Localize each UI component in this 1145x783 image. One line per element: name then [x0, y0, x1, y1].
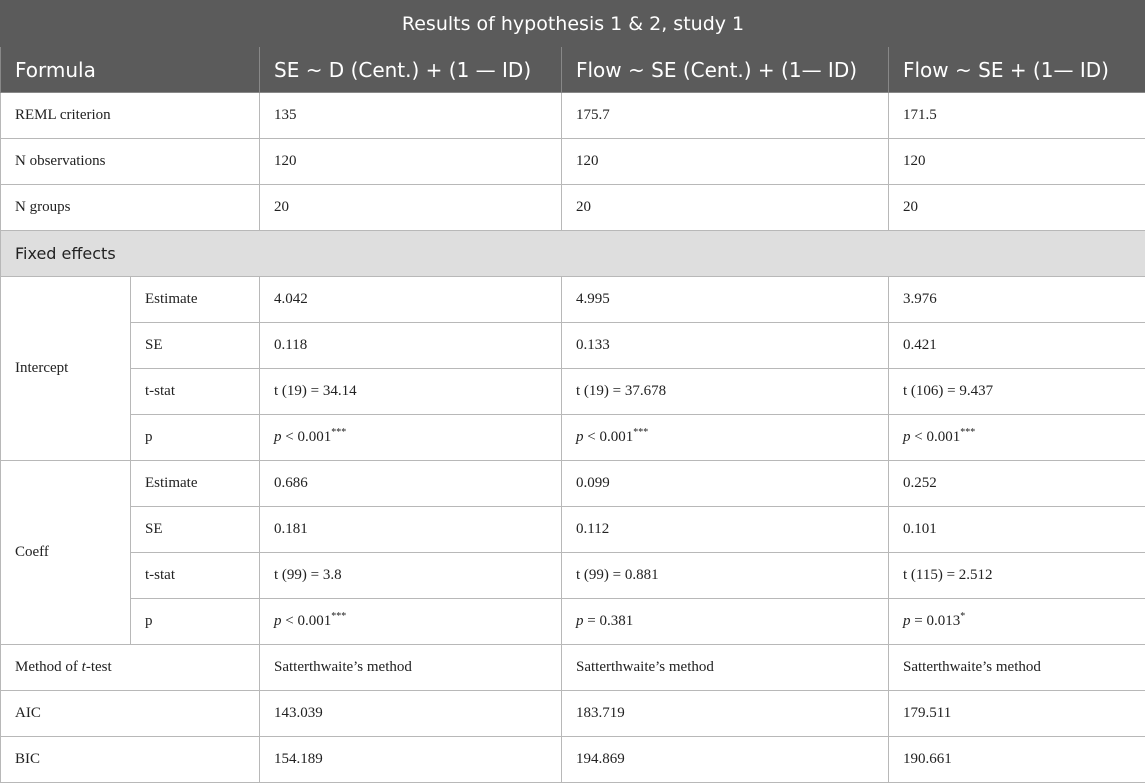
- cell-model-2: 0.112: [562, 507, 889, 553]
- row-label: p: [131, 415, 260, 461]
- p-symbol: p: [903, 429, 911, 445]
- cell-model-3: t (115) = 2.512: [889, 553, 1145, 599]
- significance-stars: ***: [331, 611, 346, 622]
- cell-model-3: 0.101: [889, 507, 1145, 553]
- significance-stars: ***: [331, 427, 346, 438]
- method-label-pre: Method of: [15, 659, 82, 675]
- table-row-n-observations: [1, 139, 1145, 185]
- cell-model-1: [260, 599, 562, 645]
- cell-model-3: 0.252: [889, 461, 1145, 507]
- row-label: SE: [131, 507, 260, 553]
- p-value: = 0.381: [584, 613, 634, 629]
- section-row-fixed-effects: [1, 231, 1145, 277]
- p-symbol: p: [576, 613, 584, 629]
- p-value: < 0.001: [282, 429, 332, 445]
- cell-model-1: [260, 415, 562, 461]
- cell-model-1: 0.181: [260, 507, 562, 553]
- cell-model-1: 135: [260, 93, 562, 139]
- cell-model-1: Satterthwaite’s method: [260, 645, 562, 691]
- cell-model-1: 20: [260, 185, 562, 231]
- group-label-coeff: Coeff: [1, 461, 131, 645]
- cell-model-2: 20: [562, 185, 889, 231]
- group-label-intercept: Intercept: [1, 277, 131, 461]
- row-label: N groups: [1, 185, 260, 231]
- method-label-post: -test: [86, 659, 112, 675]
- cell-model-3: 190.661: [889, 737, 1145, 783]
- table-row-coeff-se: [1, 507, 1145, 553]
- row-label: Estimate: [131, 277, 260, 323]
- cell-model-1: 120: [260, 139, 562, 185]
- cell-model-3: 171.5: [889, 93, 1145, 139]
- cell-model-2: 0.133: [562, 323, 889, 369]
- significance-stars: ***: [960, 427, 975, 438]
- section-label: Fixed effects: [1, 231, 1145, 277]
- cell-model-2: [562, 415, 889, 461]
- header-row: [1, 47, 1145, 93]
- cell-model-3: 20: [889, 185, 1145, 231]
- cell-model-2: 183.719: [562, 691, 889, 737]
- table-row-reml: [1, 93, 1145, 139]
- p-symbol: p: [274, 429, 282, 445]
- table-row-intercept-estimate: [1, 277, 1145, 323]
- row-label: AIC: [1, 691, 260, 737]
- row-label: p: [131, 599, 260, 645]
- row-label: SE: [131, 323, 260, 369]
- cell-model-3: 0.421: [889, 323, 1145, 369]
- cell-model-3: 120: [889, 139, 1145, 185]
- row-label: [1, 645, 260, 691]
- cell-model-1: 154.189: [260, 737, 562, 783]
- row-label: N observations: [1, 139, 260, 185]
- row-label: REML criterion: [1, 93, 260, 139]
- cell-model-3: 179.511: [889, 691, 1145, 737]
- significance-stars: ***: [633, 427, 648, 438]
- cell-model-1: 0.686: [260, 461, 562, 507]
- table-row-coeff-estimate: [1, 461, 1145, 507]
- p-value: = 0.013: [911, 613, 961, 629]
- cell-model-2: t (99) = 0.881: [562, 553, 889, 599]
- cell-model-2: 175.7: [562, 93, 889, 139]
- row-label: BIC: [1, 737, 260, 783]
- cell-model-1: 4.042: [260, 277, 562, 323]
- header-formula: Formula: [1, 47, 260, 93]
- cell-model-2: 4.995: [562, 277, 889, 323]
- table-row-bic: [1, 737, 1145, 783]
- cell-model-1: t (99) = 3.8: [260, 553, 562, 599]
- cell-model-3: [889, 415, 1145, 461]
- p-value: < 0.001: [282, 613, 332, 629]
- header-model-1: SE ~ D (Cent.) + (1 — ID): [260, 47, 562, 93]
- p-symbol: p: [274, 613, 282, 629]
- row-label: t-stat: [131, 369, 260, 415]
- header-model-3: Flow ~ SE + (1— ID): [889, 47, 1145, 93]
- p-symbol: p: [576, 429, 584, 445]
- table-row-coeff-tstat: [1, 553, 1145, 599]
- cell-model-2: 0.099: [562, 461, 889, 507]
- cell-model-3: Satterthwaite’s method: [889, 645, 1145, 691]
- table-row-aic: [1, 691, 1145, 737]
- table-title-row: [1, 1, 1145, 47]
- cell-model-2: Satterthwaite’s method: [562, 645, 889, 691]
- cell-model-3: [889, 599, 1145, 645]
- p-symbol: p: [903, 613, 911, 629]
- p-value: < 0.001: [584, 429, 634, 445]
- table-row-method: [1, 645, 1145, 691]
- p-value: < 0.001: [911, 429, 961, 445]
- row-label: t-stat: [131, 553, 260, 599]
- header-model-2: Flow ~ SE (Cent.) + (1— ID): [562, 47, 889, 93]
- cell-model-2: 120: [562, 139, 889, 185]
- table-row-n-groups: [1, 185, 1145, 231]
- cell-model-1: 0.118: [260, 323, 562, 369]
- cell-model-2: 194.869: [562, 737, 889, 783]
- table-row-intercept-tstat: [1, 369, 1145, 415]
- cell-model-3: t (106) = 9.437: [889, 369, 1145, 415]
- table-row-intercept-p: [1, 415, 1145, 461]
- cell-model-2: t (19) = 37.678: [562, 369, 889, 415]
- table-row-coeff-p: [1, 599, 1145, 645]
- cell-model-2: [562, 599, 889, 645]
- method-label-t: t: [82, 659, 86, 675]
- significance-stars: *: [960, 611, 965, 622]
- row-label: Estimate: [131, 461, 260, 507]
- table-title: Results of hypothesis 1 & 2, study 1: [1, 1, 1145, 47]
- cell-model-1: t (19) = 34.14: [260, 369, 562, 415]
- cell-model-3: 3.976: [889, 277, 1145, 323]
- table-row-intercept-se: [1, 323, 1145, 369]
- cell-model-1: 143.039: [260, 691, 562, 737]
